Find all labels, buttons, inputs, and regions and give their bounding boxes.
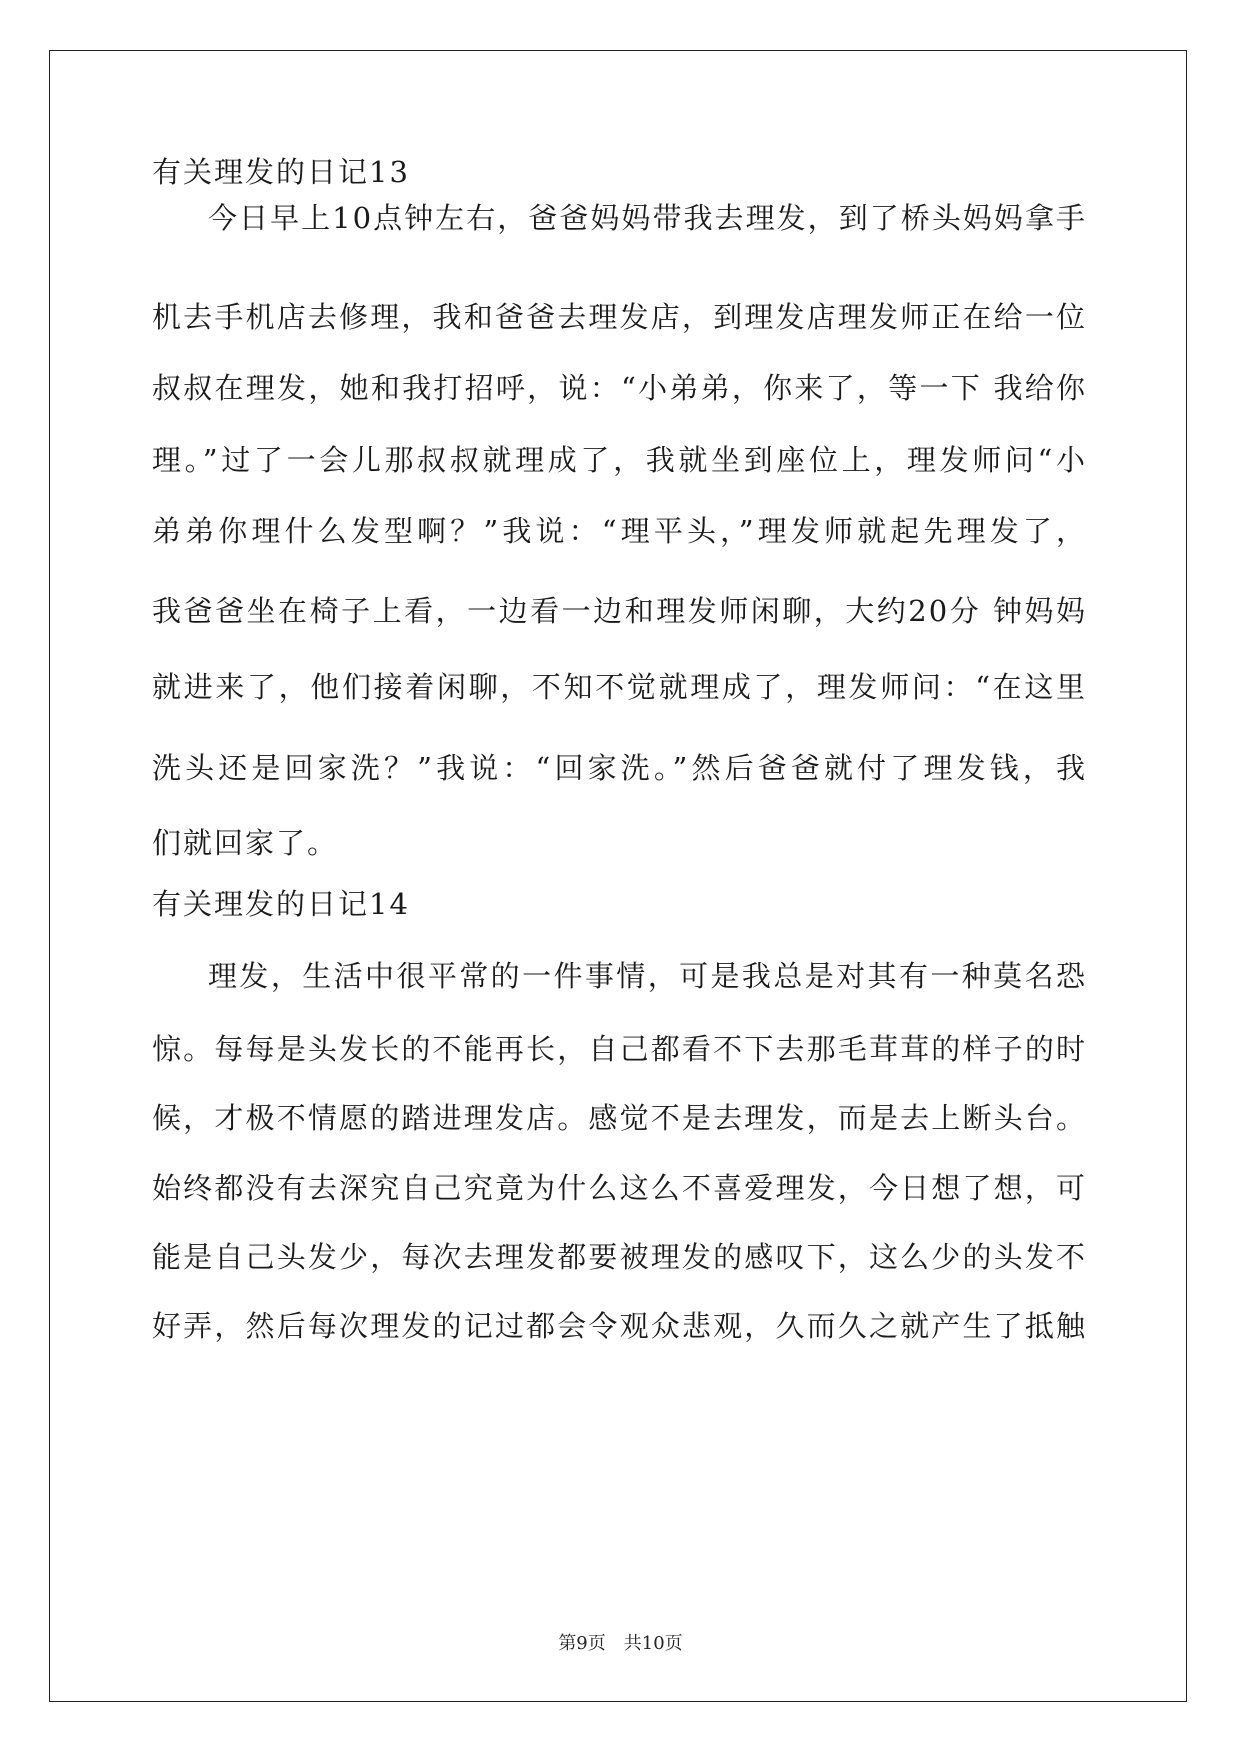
paragraph-line: 机去手机店去修理，我和爸爸去理发店，到理发店理发师正在给一位 (152, 300, 1087, 334)
paragraph-line: 洗头还是回家洗？”我说：“回家洗。”然后爸爸就付了理发钱，我 (152, 751, 1087, 785)
page-footer: 第9页 共10页 (558, 1633, 683, 1654)
paragraph-line: 理发，生活中很平常的一件事情，可是我总是对其有一种莫名恐 (208, 959, 1087, 993)
paragraph-line: 我爸爸坐在椅子上看，一边看一边和理发师闲聊，大约20分 钟妈妈 (152, 594, 1087, 628)
section-heading: 有关理发的日记13 (152, 155, 410, 189)
paragraph-line: 始终都没有去深究自己究竟为什么这么不喜爱理发，今日想了想，可 (152, 1171, 1087, 1205)
paragraph-line: 们就回家了。 (152, 826, 339, 860)
paragraph-line: 惊。每每是头发长的不能再长，自己都看不下去那毛茸茸的样子的时 (152, 1032, 1087, 1066)
paragraph-line: 能是自己头发少，每次去理发都要被理发的感叹下，这么少的头发不 (152, 1240, 1087, 1274)
paragraph-line: 就进来了，他们接着闲聊，不知不觉就理成了，理发师问：“在这里 (152, 670, 1087, 704)
paragraph-line: 候，才极不情愿的踏进理发店。感觉不是去理发，而是去上断头台。 (152, 1101, 1087, 1135)
paragraph-line: 今日早上10点钟左右，爸爸妈妈带我去理发，到了桥头妈妈拿手 (208, 201, 1087, 235)
paragraph-line: 弟弟你理什么发型啊？”我说：“理平头，”理发师就起先理发了， (152, 514, 1087, 548)
paragraph-line: 好弄，然后每次理发的记过都会令观众悲观，久而久之就产生了抵触 (152, 1309, 1087, 1343)
paragraph-line: 理。”过了一会儿那叔叔就理成了，我就坐到座位上，理发师问“小 (152, 443, 1087, 477)
section-heading: 有关理发的日记14 (152, 887, 410, 921)
paragraph-line: 叔叔在理发，她和我打招呼，说：“小弟弟，你来了，等一下 我给你 (152, 371, 1087, 405)
